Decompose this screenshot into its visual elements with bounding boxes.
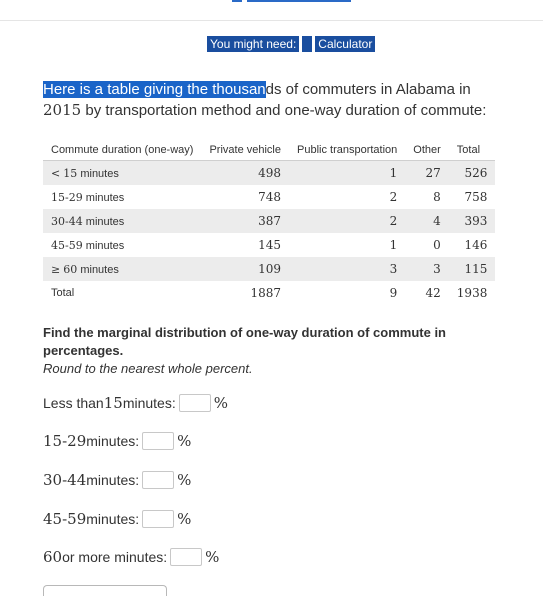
calculator-icon[interactable] [302, 36, 312, 52]
table-row [43, 257, 495, 281]
answer-num: 15 [103, 394, 123, 412]
calculator-button[interactable]: Calculator [315, 36, 375, 52]
row-num: 45-59 [51, 238, 83, 252]
top-accent-right [247, 0, 351, 2]
cell-total: 146 [464, 238, 488, 252]
you-might-need-label: You might need: [207, 36, 299, 52]
intro-text-2: by transportation method and one-way duration of commute: [81, 102, 487, 119]
row-label [43, 185, 201, 209]
table-row [43, 185, 495, 209]
question-prompt [43, 324, 513, 378]
cell-public: 3 [289, 257, 405, 281]
col-header-duration: Commute duration (one-way) [43, 140, 201, 161]
col-header-public: Public transportation [289, 140, 405, 161]
row-label-total: Total [51, 287, 75, 299]
col-header-other: Other [405, 140, 449, 161]
answer-prefix: Less than [43, 395, 104, 411]
cell-private: 109 [201, 257, 289, 281]
percent-sign: % [177, 510, 192, 528]
answer-row-30-44 [43, 471, 191, 489]
cell-total: 115 [449, 257, 496, 281]
answer-input-15-29[interactable] [142, 432, 174, 450]
answer-suffix: or more minutes: [62, 549, 168, 565]
answer-input-60-plus[interactable] [170, 548, 202, 566]
cell-other: 0 [433, 238, 441, 252]
top-accent-left [232, 0, 242, 2]
cell-other: 3 [405, 257, 449, 281]
col-header-private: Private vehicle [201, 140, 289, 161]
table-row [43, 233, 495, 257]
cell-total: 393 [449, 209, 496, 233]
table-row-total [43, 281, 495, 305]
percent-sign: % [177, 432, 192, 450]
cell-private: 387 [201, 209, 289, 233]
answer-num: 45-59 [43, 510, 87, 528]
col-header-total: Total [449, 140, 496, 161]
answer-row-45-59 [43, 510, 191, 528]
problem-intro [43, 80, 513, 121]
row-unit: minutes [77, 263, 119, 276]
answer-suffix: minutes: [122, 395, 176, 411]
cell-public: 2 [289, 209, 405, 233]
cell-private: 498 [201, 161, 289, 186]
header-divider [0, 20, 543, 21]
row-label [43, 233, 201, 257]
intro-text-1: ds of commuters in Alabama in [265, 81, 471, 98]
row-num: 15-29 [51, 190, 83, 204]
row-unit: minutes [82, 239, 125, 252]
table-header-row [43, 140, 495, 161]
row-symbol: < [51, 166, 61, 180]
cell-public: 1 [389, 238, 398, 252]
cell-other: 27 [405, 161, 449, 186]
cell-total: 526 [449, 161, 496, 186]
question-text: Find the marginal distribution of one-way duration of commute in percentages. [43, 325, 446, 358]
cell-total: 1938 [456, 286, 488, 300]
cell-private: 1887 [250, 286, 281, 300]
cell-public: 1 [289, 161, 405, 186]
answer-input-30-44[interactable] [142, 471, 174, 489]
answer-row-15-29 [43, 432, 191, 450]
cell-other: 4 [405, 209, 449, 233]
row-num: 60 [63, 262, 78, 276]
cell-private: 748 [258, 190, 281, 204]
table-row [43, 209, 495, 233]
percent-sign: % [213, 394, 228, 412]
answer-suffix: minutes: [86, 433, 140, 449]
cell-other: 42 [425, 286, 441, 300]
table-row [43, 161, 495, 186]
tools-bar [207, 36, 375, 52]
intro-year: 2015 [43, 101, 82, 119]
answer-row-60-plus [43, 548, 219, 566]
answer-row-under-15 [43, 394, 228, 412]
row-unit: minutes [82, 215, 125, 228]
row-unit: minutes [82, 191, 125, 204]
rounding-instruction: Round to the nearest whole percent. [43, 361, 253, 376]
row-num: 15 [63, 166, 78, 180]
answer-suffix: minutes: [86, 511, 140, 527]
row-label [43, 257, 201, 281]
answer-num: 60 [43, 548, 63, 566]
row-num: 30-44 [51, 214, 83, 228]
row-unit: minutes [77, 167, 119, 180]
percent-sign: % [205, 548, 220, 566]
answer-num: 15-29 [43, 432, 87, 450]
cell-other: 8 [433, 190, 441, 204]
row-label [43, 161, 201, 186]
commute-table [43, 140, 495, 305]
answer-input-under-15[interactable] [179, 394, 211, 412]
percent-sign: % [177, 471, 192, 489]
answer-input-45-59[interactable] [142, 510, 174, 528]
row-label [43, 209, 201, 233]
cell-public: 2 [389, 190, 398, 204]
answer-suffix: minutes: [86, 472, 140, 488]
cell-private: 145 [258, 238, 281, 252]
intro-selected-text: Here is a table giving the thousan [43, 81, 266, 98]
cell-public: 9 [389, 286, 398, 300]
answer-num: 30-44 [43, 471, 87, 489]
cell-total: 758 [464, 190, 488, 204]
row-symbol: ≥ [51, 262, 61, 276]
check-button[interactable] [43, 585, 167, 596]
